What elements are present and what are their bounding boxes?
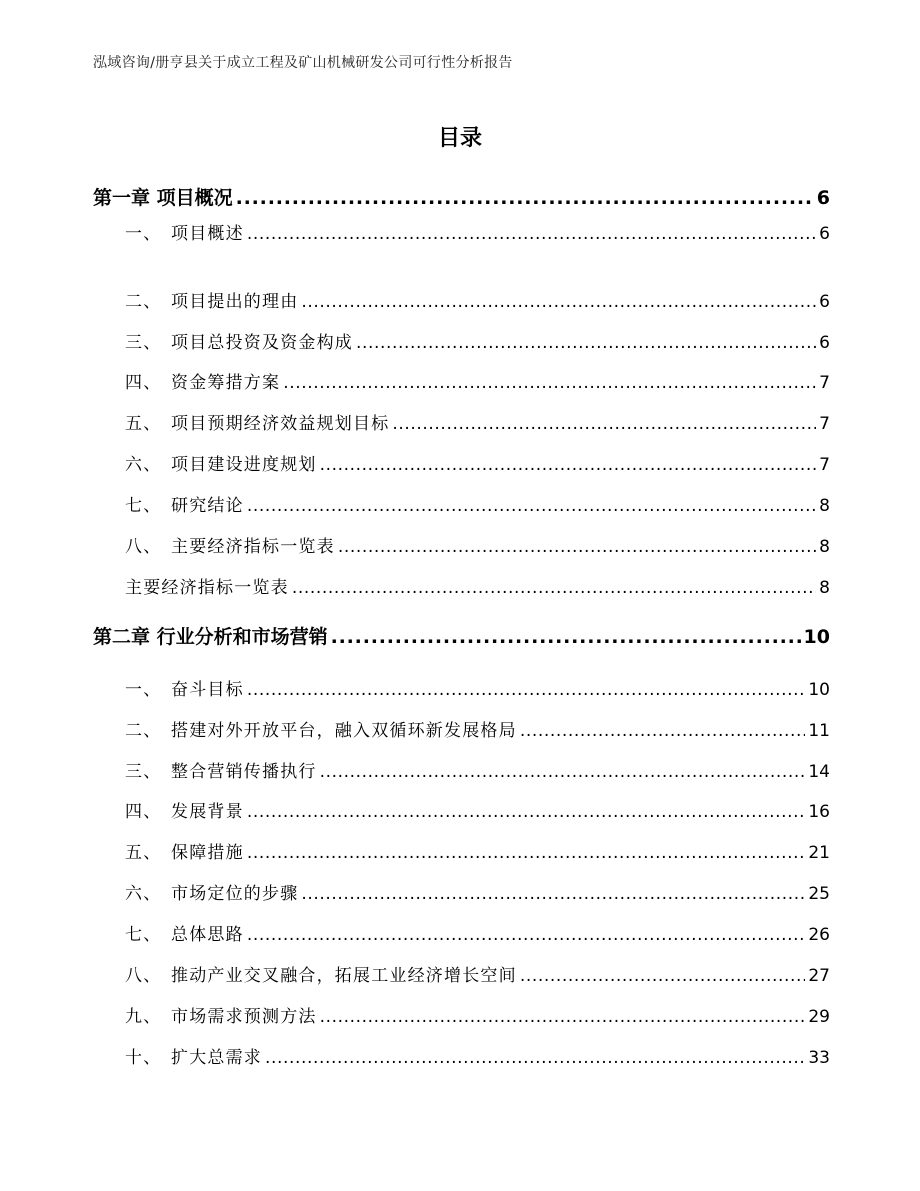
- toc-entry-label: 项目建设进度规划: [171, 455, 317, 475]
- dot-leader: [320, 455, 817, 475]
- toc-entry-label: 项目概述: [171, 224, 244, 244]
- toc-page-number: 6: [819, 224, 830, 244]
- dot-leader: [301, 292, 816, 312]
- dot-leader: [520, 966, 806, 986]
- toc-section[interactable]: [125, 675, 830, 700]
- dot-leader: [265, 1048, 805, 1068]
- toc-page-number: 7: [819, 414, 830, 434]
- toc-entry-label: 保障措施: [171, 843, 244, 863]
- dot-leader: [338, 537, 816, 557]
- toc-entry-number: 二、: [125, 292, 162, 312]
- toc-entry-number: 七、: [125, 925, 162, 945]
- toc-section[interactable]: [125, 838, 830, 863]
- toc-section[interactable]: [125, 409, 830, 434]
- toc-entry-number: 八、: [125, 537, 162, 557]
- toc-section[interactable]: [125, 573, 830, 598]
- dot-leader: [520, 721, 806, 741]
- toc-entry-number: 三、: [125, 333, 162, 353]
- toc-page-number: 29: [808, 1007, 830, 1027]
- toc-entry-label: 发展背景: [171, 802, 244, 822]
- toc-entry-label: 总体思路: [171, 925, 244, 945]
- toc-page-number: 25: [808, 884, 830, 904]
- toc-page-number: 8: [819, 496, 830, 516]
- toc-page-number: 33: [808, 1048, 830, 1068]
- toc-section[interactable]: [125, 716, 830, 741]
- toc-entry-number: 五、: [125, 843, 162, 863]
- toc-entry-label: 主要经济指标一览表: [171, 537, 335, 557]
- toc-section[interactable]: [125, 450, 830, 475]
- toc-page-number: 6: [819, 333, 830, 353]
- toc-section[interactable]: [125, 368, 830, 393]
- toc-page-number: 26: [808, 925, 830, 945]
- toc-section[interactable]: [125, 879, 830, 904]
- toc-entry-label: 项目提出的理由: [171, 292, 299, 312]
- toc-entry-number: 九、: [125, 1007, 162, 1027]
- dot-leader: [331, 626, 801, 648]
- toc-entry-label: 资金筹措方案: [171, 373, 281, 393]
- toc-page-number: 8: [819, 578, 830, 598]
- dot-leader: [247, 802, 806, 822]
- dot-leader: [392, 414, 816, 434]
- toc-entry-label: 主要经济指标一览表: [125, 578, 289, 598]
- dot-leader: [247, 680, 806, 700]
- toc-entry-label: 扩大总需求: [171, 1048, 262, 1068]
- toc-entry-number: 一、: [125, 680, 162, 700]
- toc-entry-label: 项目预期经济效益规划目标: [171, 414, 390, 434]
- dot-leader: [283, 373, 816, 393]
- toc-page-number: 27: [808, 966, 830, 986]
- toc-chapter-2[interactable]: [93, 622, 830, 649]
- toc-entry-number: 七、: [125, 496, 162, 516]
- toc-section[interactable]: [125, 961, 830, 986]
- toc-entry-label: 研究结论: [171, 496, 244, 516]
- toc-entry-number: 六、: [125, 884, 162, 904]
- dot-leader: [247, 925, 806, 945]
- toc-entry-label: 奋斗目标: [171, 680, 244, 700]
- toc-entry-label: 第一章 项目概况: [93, 187, 233, 209]
- toc-section[interactable]: [125, 328, 830, 353]
- toc-entry-label: 第二章 行业分析和市场营销: [93, 626, 328, 648]
- toc-section[interactable]: [125, 287, 830, 312]
- toc-page-number: 14: [808, 762, 830, 782]
- dot-leader: [320, 1007, 806, 1027]
- toc-section[interactable]: [125, 757, 830, 782]
- toc-page-number: 21: [808, 843, 830, 863]
- toc-entry-label: 搭建对外开放平台，融入双循环新发展格局: [171, 721, 517, 741]
- toc-chapter-1[interactable]: [93, 183, 830, 210]
- dot-leader: [292, 578, 816, 598]
- toc-entry-number: 八、: [125, 966, 162, 986]
- toc-section[interactable]: [125, 1043, 830, 1068]
- toc-page-number: 10: [803, 626, 830, 648]
- toc-entry-number: 五、: [125, 414, 162, 434]
- running-header: 泓域咨询/册亨县关于成立工程及矿山机械研发公司可行性分析报告: [93, 55, 513, 71]
- toc-section[interactable]: [125, 797, 830, 822]
- toc-page-number: 7: [819, 373, 830, 393]
- toc-entry-label: 市场需求预测方法: [171, 1007, 317, 1027]
- toc-section[interactable]: [125, 491, 830, 516]
- toc-page-number: 16: [808, 802, 830, 822]
- dot-leader: [301, 884, 805, 904]
- dot-leader: [320, 762, 806, 782]
- toc-entry-number: 四、: [125, 802, 162, 822]
- toc-entry-label: 市场定位的步骤: [171, 884, 299, 904]
- toc-section[interactable]: [125, 219, 830, 244]
- toc-entry-number: 二、: [125, 721, 162, 741]
- dot-leader: [247, 843, 806, 863]
- toc-entry-number: 三、: [125, 762, 162, 782]
- toc-entry-number: 六、: [125, 455, 162, 475]
- toc-entry-number: 十、: [125, 1048, 162, 1068]
- toc-entry-number: 一、: [125, 224, 162, 244]
- toc-entry-label: 项目总投资及资金构成: [171, 333, 353, 353]
- toc-page-number: 7: [819, 455, 830, 475]
- toc-section[interactable]: [125, 532, 830, 557]
- dot-leader: [356, 333, 816, 353]
- toc-page-number: 6: [816, 187, 830, 209]
- toc-section[interactable]: [125, 1002, 830, 1027]
- dot-leader: [247, 224, 816, 244]
- toc-page-number: 10: [808, 680, 830, 700]
- dot-leader: [247, 496, 816, 516]
- toc-entry-number: 四、: [125, 373, 162, 393]
- dot-leader: [236, 187, 814, 209]
- toc-section[interactable]: [125, 920, 830, 945]
- toc-entry-label: 推动产业交叉融合，拓展工业经济增长空间: [171, 966, 517, 986]
- toc-page-number: 8: [819, 537, 830, 557]
- toc-page-number: 6: [819, 292, 830, 312]
- toc-page-number: 11: [808, 721, 830, 741]
- toc-title: 目录: [437, 126, 482, 151]
- toc-entry-label: 整合营销传播执行: [171, 762, 317, 782]
